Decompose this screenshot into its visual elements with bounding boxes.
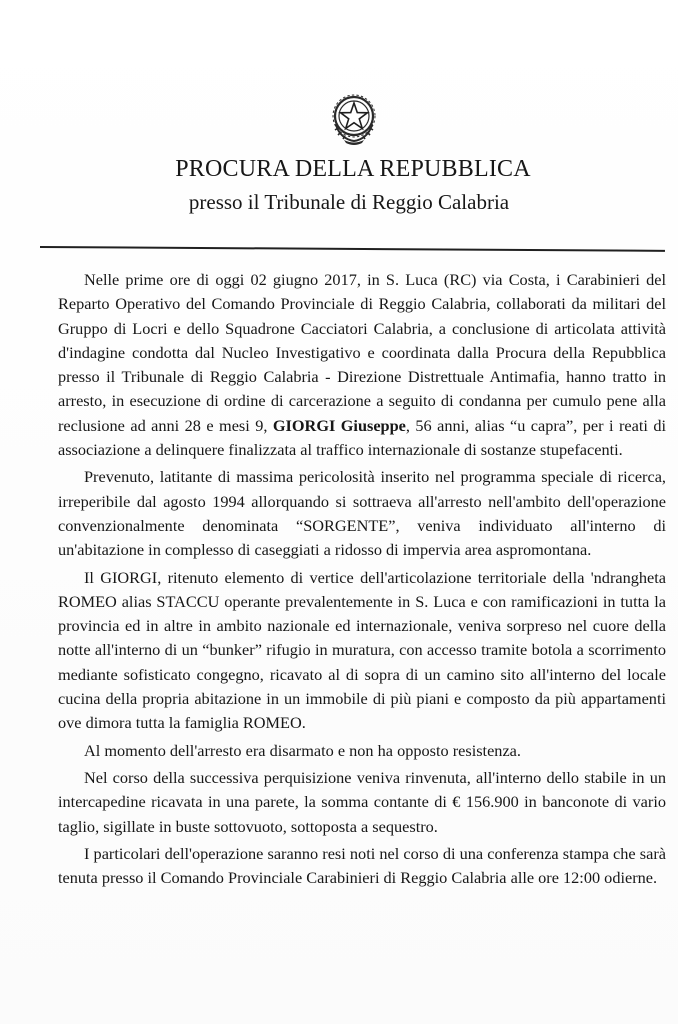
- paragraph-6: I particolari dell'operazione saranno resi noti nel corso di una conferenza stampa che sarà tenuta presso il Comando Provinciale Carabinieri di Reggio Calabria alle ore 12:00 odierne.: [58, 843, 666, 888]
- paragraph-3: Il GIORGI, ritenuto elemento di vertice dell'articolazione territoriale della 'ndrangheta ROMEO alias STACCU operante prevalentemente in S. Luca e con ramificazioni in tutta la provincia ed in altre in ambito nazionale ed internazionale, veniva sorpreso nel cuore della notte all'interno di un “bunker” rifugio in muratura, con accesso tramite botola a scorrimento mediante sofisticato congegno, ricavato al di sopra di un camino sito all'interno del locale cucina della propria abitazione in un immobile di più piani e composto da più appartamenti ove dimora tutta la famiglia ROMEO.: [58, 567, 666, 733]
- header-divider: [40, 246, 665, 252]
- title-text: PROCURA DELLA REPUBBLICA: [175, 156, 531, 182]
- subtitle-text: presso il Tribunale di Reggio Calabria: [188, 190, 510, 214]
- paragraph-2: Prevenuto, latitante di massima pericolosità inserito nel programma speciale di ricerca, irreperibile dal agosto 1994 allorquando si sottraeva all'arresto nell'ambito dell'operazione convenzionalmente denominata “SORGENTE”, veniva individuato all'interno di un'abitazione in complesso di caseggiati a ridosso di impervia area aspromontana.: [58, 467, 666, 560]
- arrested-person-name: GIORGI Giuseppe: [272, 415, 406, 435]
- paragraph-1: [58, 268, 666, 462]
- paragraph-5: Nel corso della successiva perquisizione veniva rinvenuta, all'interno dello stabile in un intercapedine ricavata in una parete, la somma contante di € 156.900 in banconote di vario taglio, sigillate in buste sottovuoto, sottoposta a sequestro.: [58, 767, 666, 836]
- paragraph-1-tail: , 56 anni, alias “u capra”, per i reati di associazione a delinquere finalizzata al traffico internazionale di sostanze stupefacenti.: [58, 415, 666, 460]
- paragraph-1-intro: Nelle prime ore di oggi 02 giugno 2017, in S. Luca (RC) via Costa, i Carabinieri del Reparto Operativo del Comando Provinciale di Reggio Calabria, collaborati da militari del Gruppo di Locri e dello Squadrone Cacciatori Calabria, a conclusione di articolata attività d'indagine condotta dal Nucleo Investigativo e coordinata dalla Procura della Repubblica presso il Tribunale di Reggio Calabria - Direzione Distrettuale Antimafia, hanno tratto in arresto, in esecuzione di ordine di carcerazione a seguito di condanna per cumulo pene alla reclusione ad anni 28 e mesi 9,: [58, 270, 666, 435]
- paragraph-4: Al momento dell'arresto era disarmato e non ha opposto resistenza.: [84, 740, 521, 760]
- page-title: [0, 156, 678, 183]
- document-body: [58, 268, 666, 890]
- italian-republic-emblem-icon: [326, 90, 382, 146]
- page-subtitle: [0, 190, 678, 215]
